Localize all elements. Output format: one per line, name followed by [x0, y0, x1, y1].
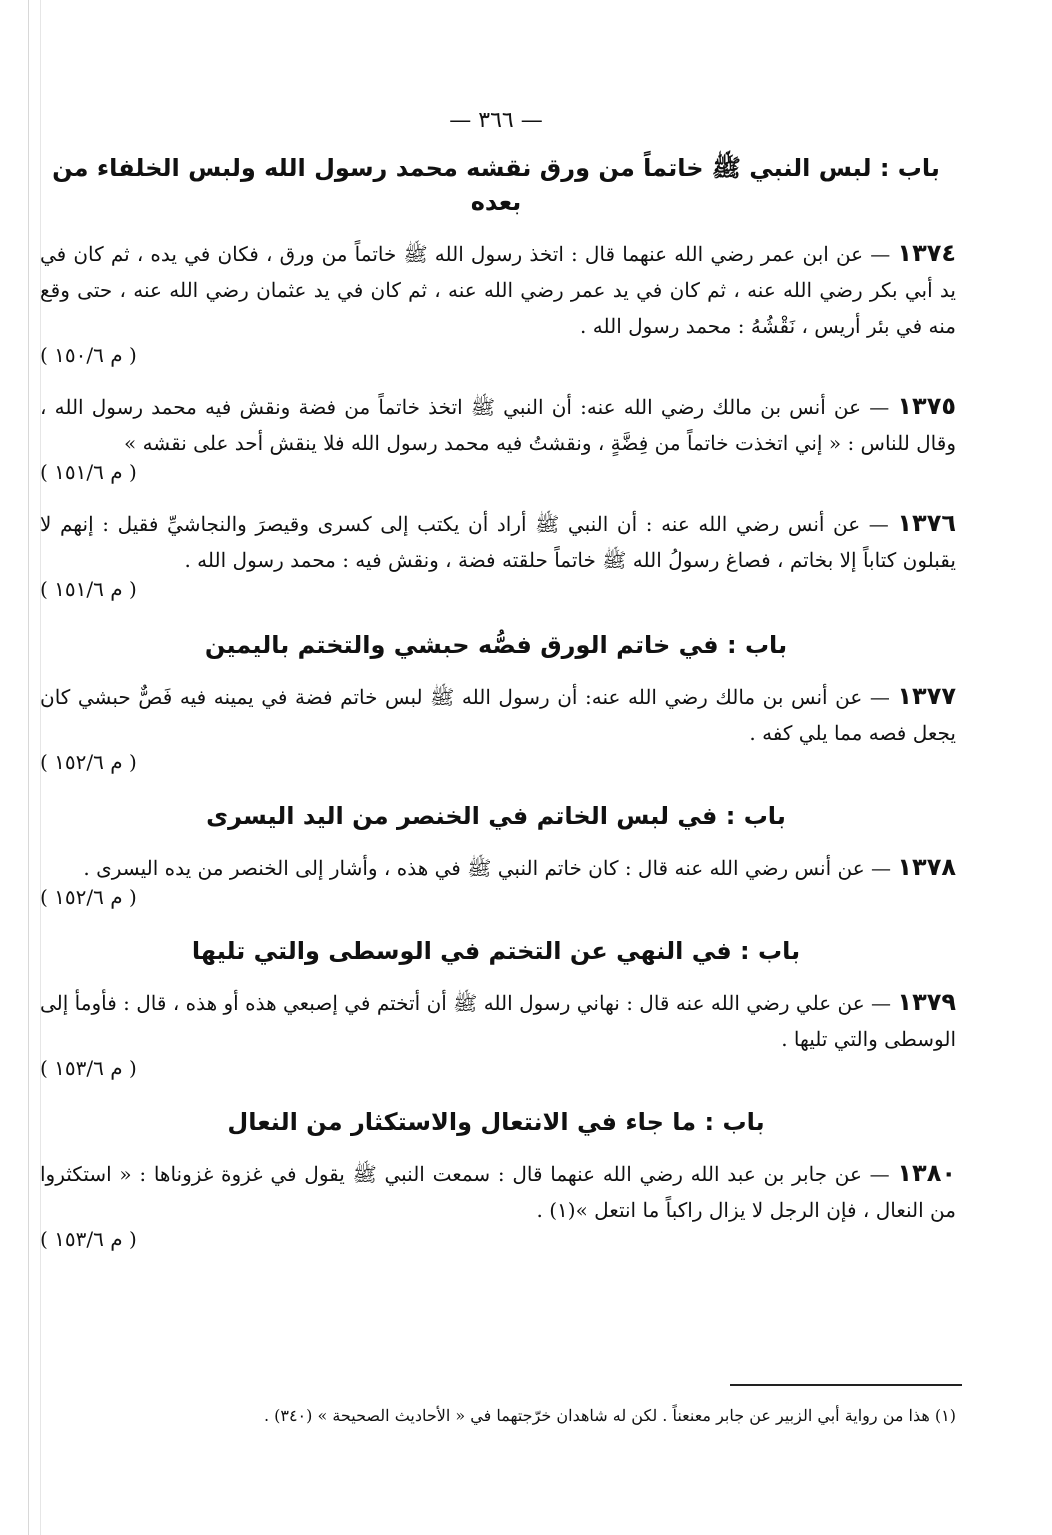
- chapter: [36, 628, 956, 777]
- hadith-number: ١٣٧٥: [897, 392, 956, 420]
- chapter: [36, 151, 956, 604]
- hadith-reference: ( م ١٥٠/٦ ): [40, 343, 137, 367]
- chapter: [36, 799, 956, 912]
- hadith-text: — عن أنس رضي الله عنه : أن النبي ﷺ أراد أن يكتب إلى كسرى وقيصرَ والنجاشيِّ فقيل : إنهم لا يقبلون كتاباً إلا بخاتم ، فصاغ رسولُ الله ﷺ خاتماً حلقته فضة ، ونقش فيه : محمد رسول الله .: [40, 512, 956, 572]
- hadith-text: — عن أنس رضي الله عنه قال : كان خاتم النبي ﷺ في هذه ، وأشار إلى الخنصر من يده اليسرى .: [83, 856, 892, 880]
- chapter-title: باب : ما جاء في الانتعال والاستكثار من النعال: [227, 1108, 765, 1136]
- chapter-title: باب : في النهي عن التختم في الوسطى والتي تليها: [191, 937, 801, 965]
- hadith-number: ١٣٨٠: [897, 1159, 956, 1187]
- hadith-text: — عن أنس بن مالك رضي الله عنه: أن رسول الله ﷺ لبس خاتم فضة في يمينه فيه فَصٌّ حبشي كان يجعل فصه مما يلي كفه .: [40, 685, 956, 745]
- hadith-text: — عن ابن عمر رضي الله عنهما قال : اتخذ رسول الله ﷺ خاتماً من ورق ، فكان في يده ، ثم كان في يد أبي بكر رضي الله عنه ، ثم كان في يد عمر رضي الله عنه ، ثم كان في يد عثمان رضي الله عنه ، حتى وقع منه في بئر أريس ، نَقْشُهُ : محمد رسول الله .: [40, 242, 956, 338]
- hadith-number: ١٣٧٦: [897, 509, 956, 537]
- hadith-number: ١٣٧٩: [897, 988, 957, 1016]
- footnote-divider: [730, 1384, 962, 1386]
- scan-edge-line: [28, 0, 29, 1535]
- footnote: (١) هذا من رواية أبي الزبير عن جابر معنعناً . لكن له شاهدان خرّجتهما في « الأحاديث الصحيحة » (٣٤٠) .: [263, 1406, 956, 1425]
- chapter-title: باب : لبس النبي ﷺ خاتماً من ورق نقشه محمد رسول الله ولبس الخلفاء من بعده: [52, 154, 940, 216]
- hadith-reference: ( م ١٥٣/٦ ): [40, 1227, 137, 1251]
- hadith-reference: ( م ١٥٢/٦ ): [40, 885, 137, 909]
- hadith-reference: ( م ١٥٢/٦ ): [40, 750, 137, 774]
- hadith-reference: ( م ١٥٣/٦ ): [40, 1056, 137, 1080]
- chapter: [36, 1105, 956, 1254]
- hadith-entry: [36, 849, 956, 912]
- hadith-text: — عن جابر بن عبد الله رضي الله عنهما قال : سمعت النبي ﷺ يقول في غزوة غزوناها : « استكثروا من النعال ، فإن الرجل لا يزال راكباً ما انتعل »(١) .: [40, 1162, 956, 1222]
- hadith-text: — عن أنس بن مالك رضي الله عنه: أن النبي ﷺ اتخذ خاتماً من فضة ونقش فيه محمد رسول الله ، وقال للناس : « إني اتخذت خاتماً من فِضَّةٍ ، ونقشتُ فيه محمد رسول الله فلا ينقش أحد على نقشه »: [40, 395, 956, 455]
- hadith-number: ١٣٧٨: [897, 853, 956, 881]
- hadith-reference: ( م ١٥١/٦ ): [40, 460, 137, 484]
- hadith-entry: [36, 1155, 956, 1254]
- page-number: — ٣٦٦ —: [449, 108, 543, 133]
- chapter-title: باب : في خاتم الورق فصُّه حبشي والتختم باليمين: [204, 631, 788, 659]
- hadith-entry: [36, 678, 956, 777]
- hadith-reference: ( م ١٥١/٦ ): [40, 577, 137, 601]
- hadith-number: ١٣٧٤: [897, 239, 957, 267]
- hadith-entry: [36, 235, 956, 370]
- chapter-title: باب : في لبس الخاتم في الخنصر من اليد اليسرى: [206, 802, 786, 830]
- hadith-text: — عن علي رضي الله عنه قال : نهاني رسول الله ﷺ أن أتختم في إصبعي هذه أو هذه ، قال : فأومأ إلى الوسطى والتي تليها .: [40, 991, 956, 1051]
- chapter: [36, 934, 956, 1083]
- hadith-number: ١٣٧٧: [897, 682, 956, 710]
- hadith-entry: [36, 505, 956, 604]
- hadith-entry: [36, 984, 956, 1083]
- hadith-entry: [36, 388, 956, 487]
- page-content: [36, 108, 956, 1276]
